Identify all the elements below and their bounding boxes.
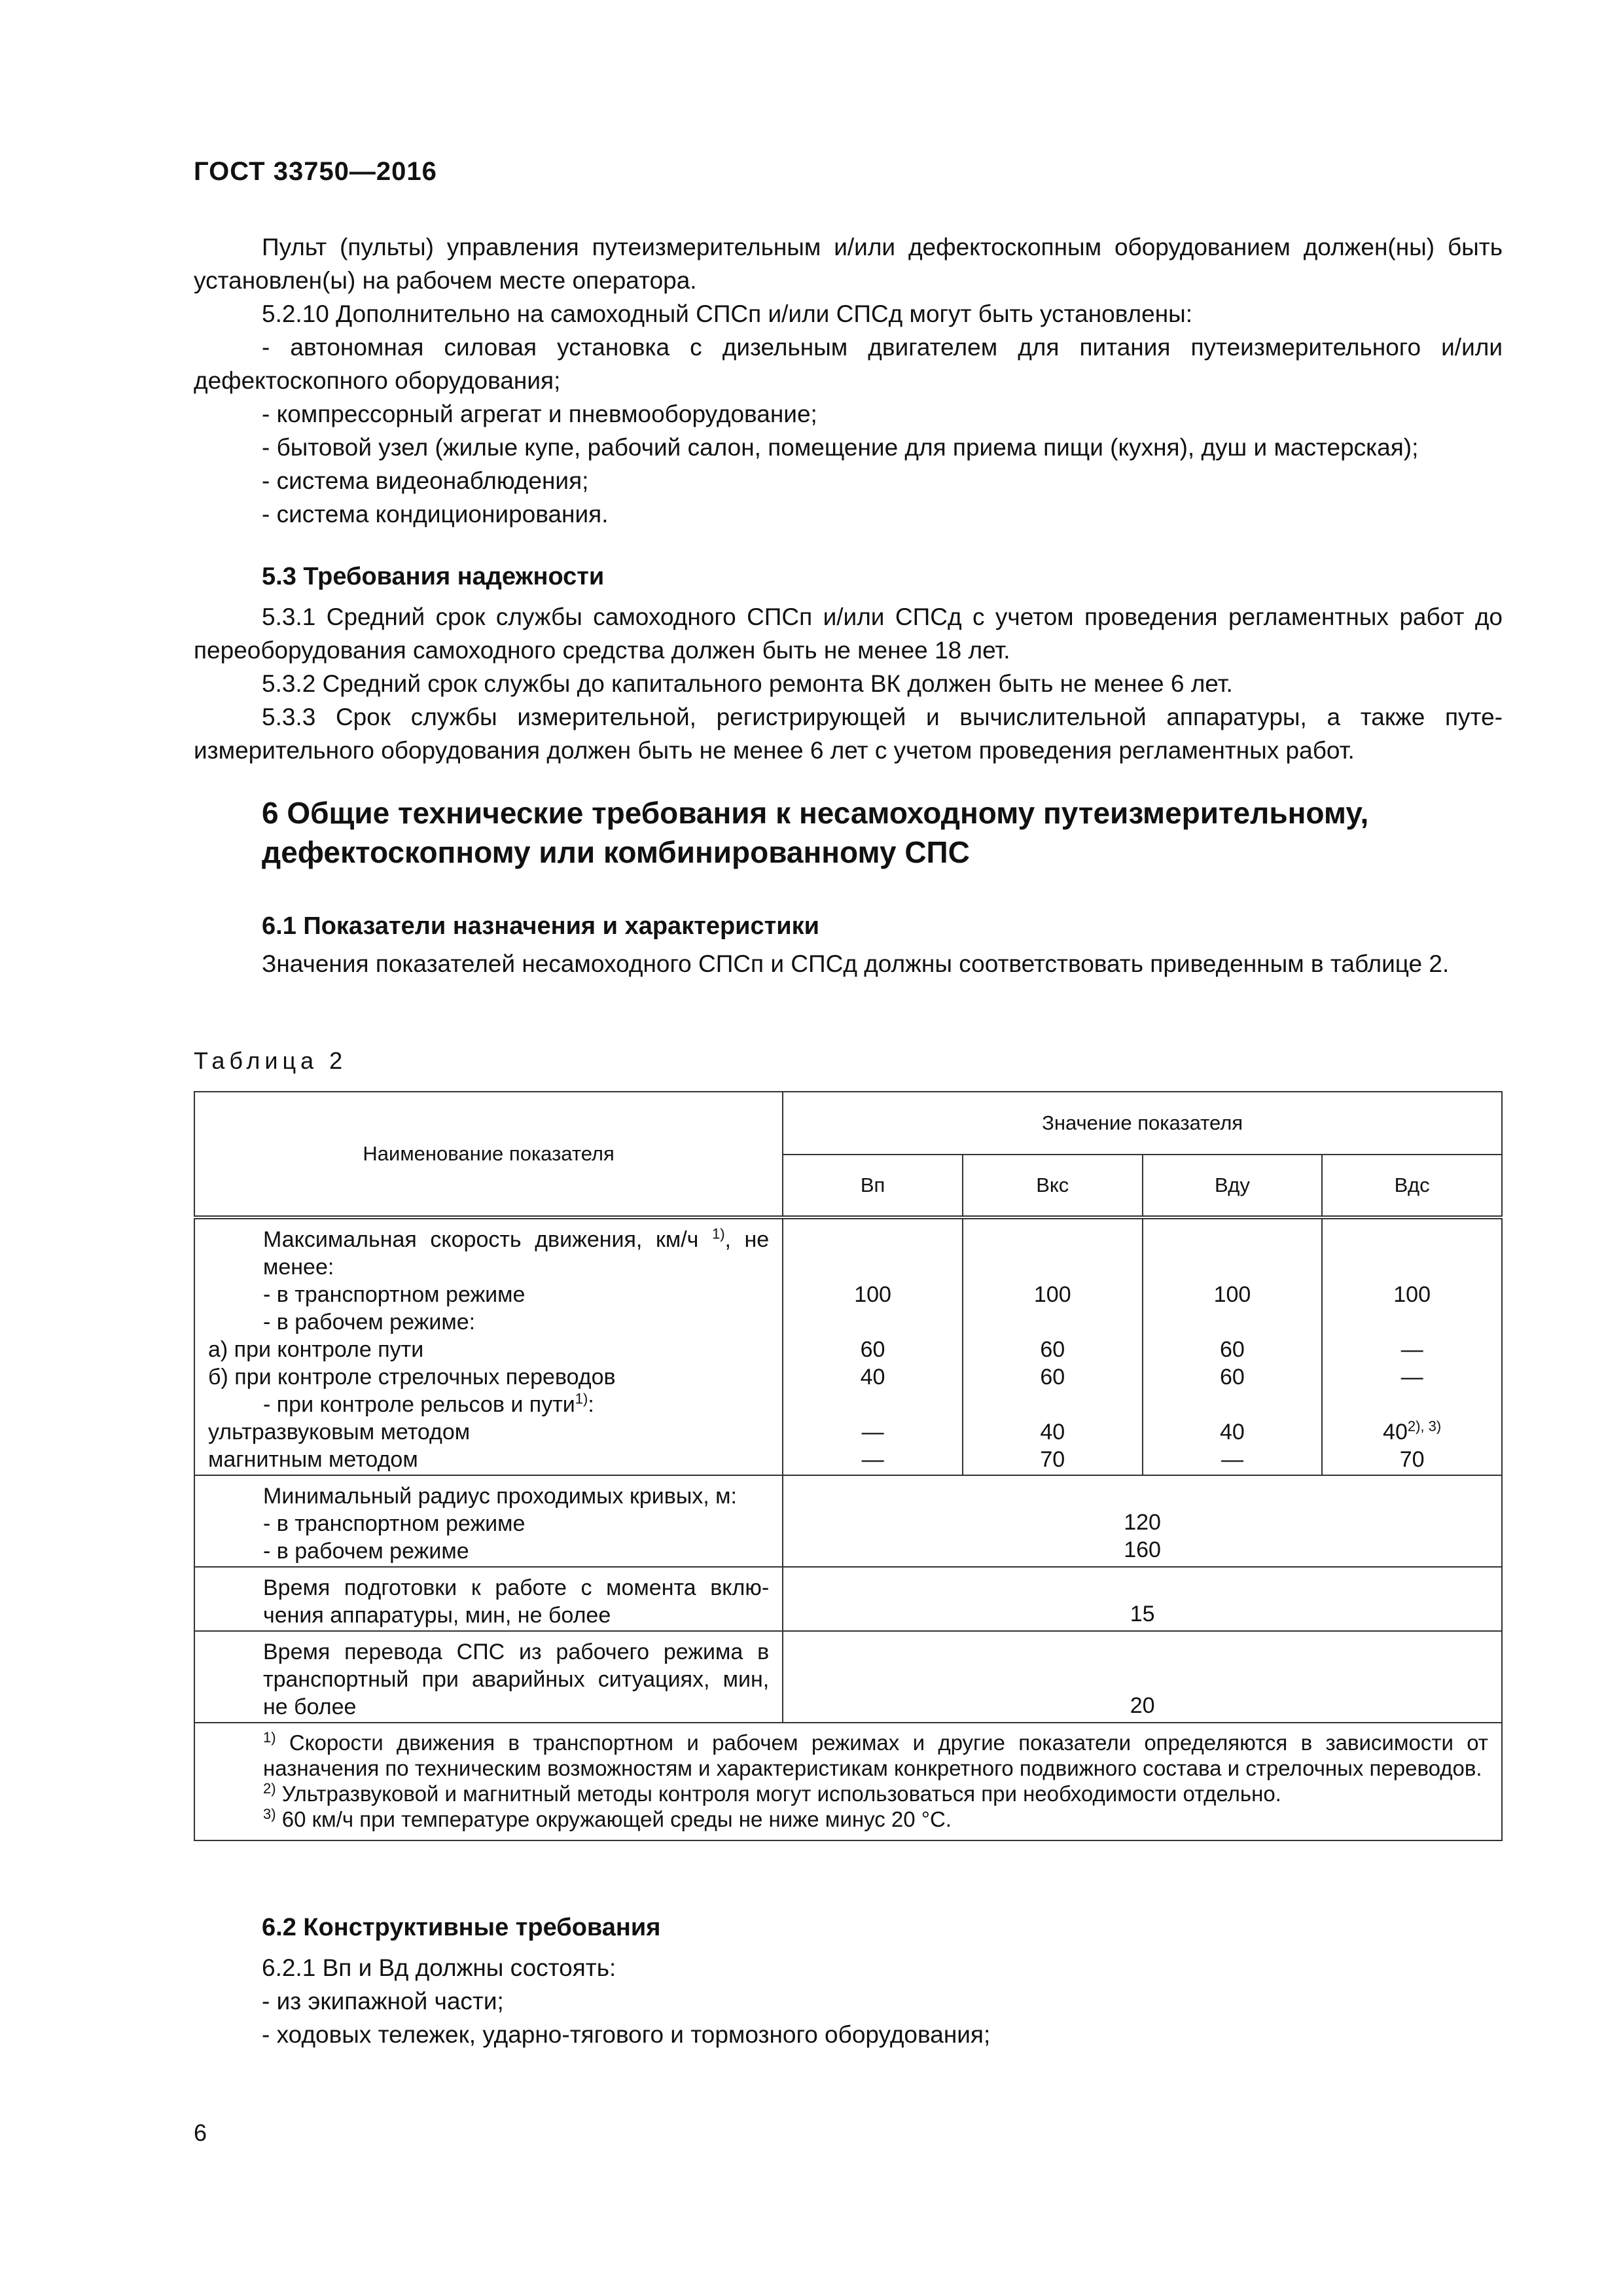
table-row (194, 1631, 1502, 1723)
speed-values-vdu: 100 60 60 40 — (1143, 1217, 1323, 1475)
section-title: 6.1 Показатели назначения и характеристики (262, 912, 820, 940)
speed-values-vds: 100 — — $40^{2), 3)}$ 70 (1322, 1217, 1502, 1475)
row-switch-name: Время перевода СПС из рабочего режима в транспортный при аварийных ситуациях, мин, не более (194, 1631, 783, 1723)
clause-5-2-10: 5.2.10 Дополнительно на самоходный СПСп и/или СПСд могут быть установлены: (262, 300, 1193, 327)
section-5-2-continued (194, 230, 1503, 531)
list-item: - компрессорный агрегат и пневмооборудование; (262, 401, 817, 427)
note-1: $^{1)}$ Скорости движения в транспортном и рабочем режимах и другие показатели определяются в зависимости от назначения по техническим возможностям и характеристикам конкретного подвижного состава и стрелочных переводов. (263, 1729, 1488, 1780)
clause-5-3-1: 5.3.1 Средний срок службы самоходного СПСп и/или СПСд с учетом проведения регламентных работ до переоборудования самоходного средства должен быть не менее 18 лет. (194, 603, 1503, 664)
note-2: $^{2)}$ Ультразвуковой и магнитный методы контроля могут использоваться при необходимости отдельно. (263, 1780, 1281, 1806)
header-indicator-value: Значение показателя (783, 1092, 1502, 1155)
list-item: - система видеонаблюдения; (262, 467, 589, 494)
table-row (194, 1217, 1502, 1475)
table-row (194, 1567, 1502, 1631)
clause-5-3-2: 5.3.2 Средний срок службы до капитального ремонта ВК должен быть не менее 6 лет. (262, 670, 1233, 697)
table-notes-row (194, 1723, 1502, 1840)
clause-5-3-3: 5.3.3 Срок службы измерительной, регистрирующей и вычислительной аппаратуры, а также путеизмерительного оборудования должен быть не менее 6 лет с учетом проведения регламентных работ. (194, 704, 1503, 764)
radius-values: 120 160 (783, 1475, 1502, 1567)
header-indicator-name: Наименование показателя (194, 1092, 783, 1217)
row-prep-name: Время подготовки к работе с момента включения аппаратуры, мин, не более (194, 1567, 783, 1631)
clause-6-2-1: 6.2.1 Вп и Вд должны состоять: (262, 1954, 616, 1981)
speed-values-vp: 100 60 40 — — (783, 1217, 963, 1475)
section-6-2 (194, 1911, 1503, 2051)
header-col-vdu: Вду (1143, 1155, 1323, 1217)
row-speed-name: Максимальная скорость движения, км/ч $^{1)}$, не менее: - в транспортном режиме - в рабочем режиме: а) при контроле пути б) при контроле стрелочных переводов - при контроле рельсов и пути$^{1)}$: ультразвуковым методом магнитным методом (194, 1217, 783, 1475)
list-item: - из экипажной части; (262, 1988, 504, 2015)
list-item: - ходовых тележек, ударно-тягового и тормозного оборудования; (262, 2021, 991, 2048)
section-title: 6.2 Конструктивные требования (262, 1914, 661, 1941)
header-col-vp: Вп (783, 1155, 963, 1217)
list-item: - бытовой узел (жилые купе, рабочий салон, помещение для приема пищи (кухня), душ и мастерская); (262, 434, 1419, 461)
header-col-vks: Вкс (963, 1155, 1143, 1217)
table-header-row (194, 1092, 1502, 1155)
table-caption: Таблица 2 (194, 1047, 348, 1074)
row-radius-name: Минимальный радиус проходимых кривых, м: - в транспортном режиме - в рабочем режиме (194, 1475, 783, 1567)
section-6-title: 6 Общие технические требования к несамоходному путеизмерительному, дефектоскопному или комбинированному СПС (262, 796, 1369, 869)
section-5-3 (194, 560, 1503, 767)
header-col-vds: Вдс (1322, 1155, 1502, 1217)
table-notes (194, 1723, 1502, 1840)
paragraph-panel: Пульт (пульты) управления путеизмерительным и/или дефектоскопным оборудованием должен(ны) быть установлен(ы) на рабочем месте оператора. (194, 234, 1503, 294)
list-item: - автономная силовая установка с дизельным двигателем для питания путеизмерительного и/или дефектоскопного оборудования; (194, 334, 1503, 394)
note-3: $^{3)}$ 60 км/ч при температуре окружающей среды не ниже минус 20 °С. (263, 1806, 952, 1831)
page-number: 6 (194, 2119, 207, 2146)
section-6-1 (194, 910, 1503, 980)
switch-value: 20 (783, 1631, 1502, 1723)
table-row (194, 1475, 1502, 1567)
paragraph-6-1: Значения показателей несамоходного СПСп и СПСд должны соответствовать приведенным в таблице 2. (262, 950, 1450, 977)
list-item: - система кондиционирования. (262, 501, 609, 528)
table-2 (194, 1091, 1503, 1841)
document-header: ГОСТ 33750—2016 (194, 157, 437, 186)
prep-value: 15 (783, 1567, 1502, 1631)
section-title: 5.3 Требования надежности (262, 563, 605, 590)
speed-values-vks: 100 60 60 40 70 (963, 1217, 1143, 1475)
